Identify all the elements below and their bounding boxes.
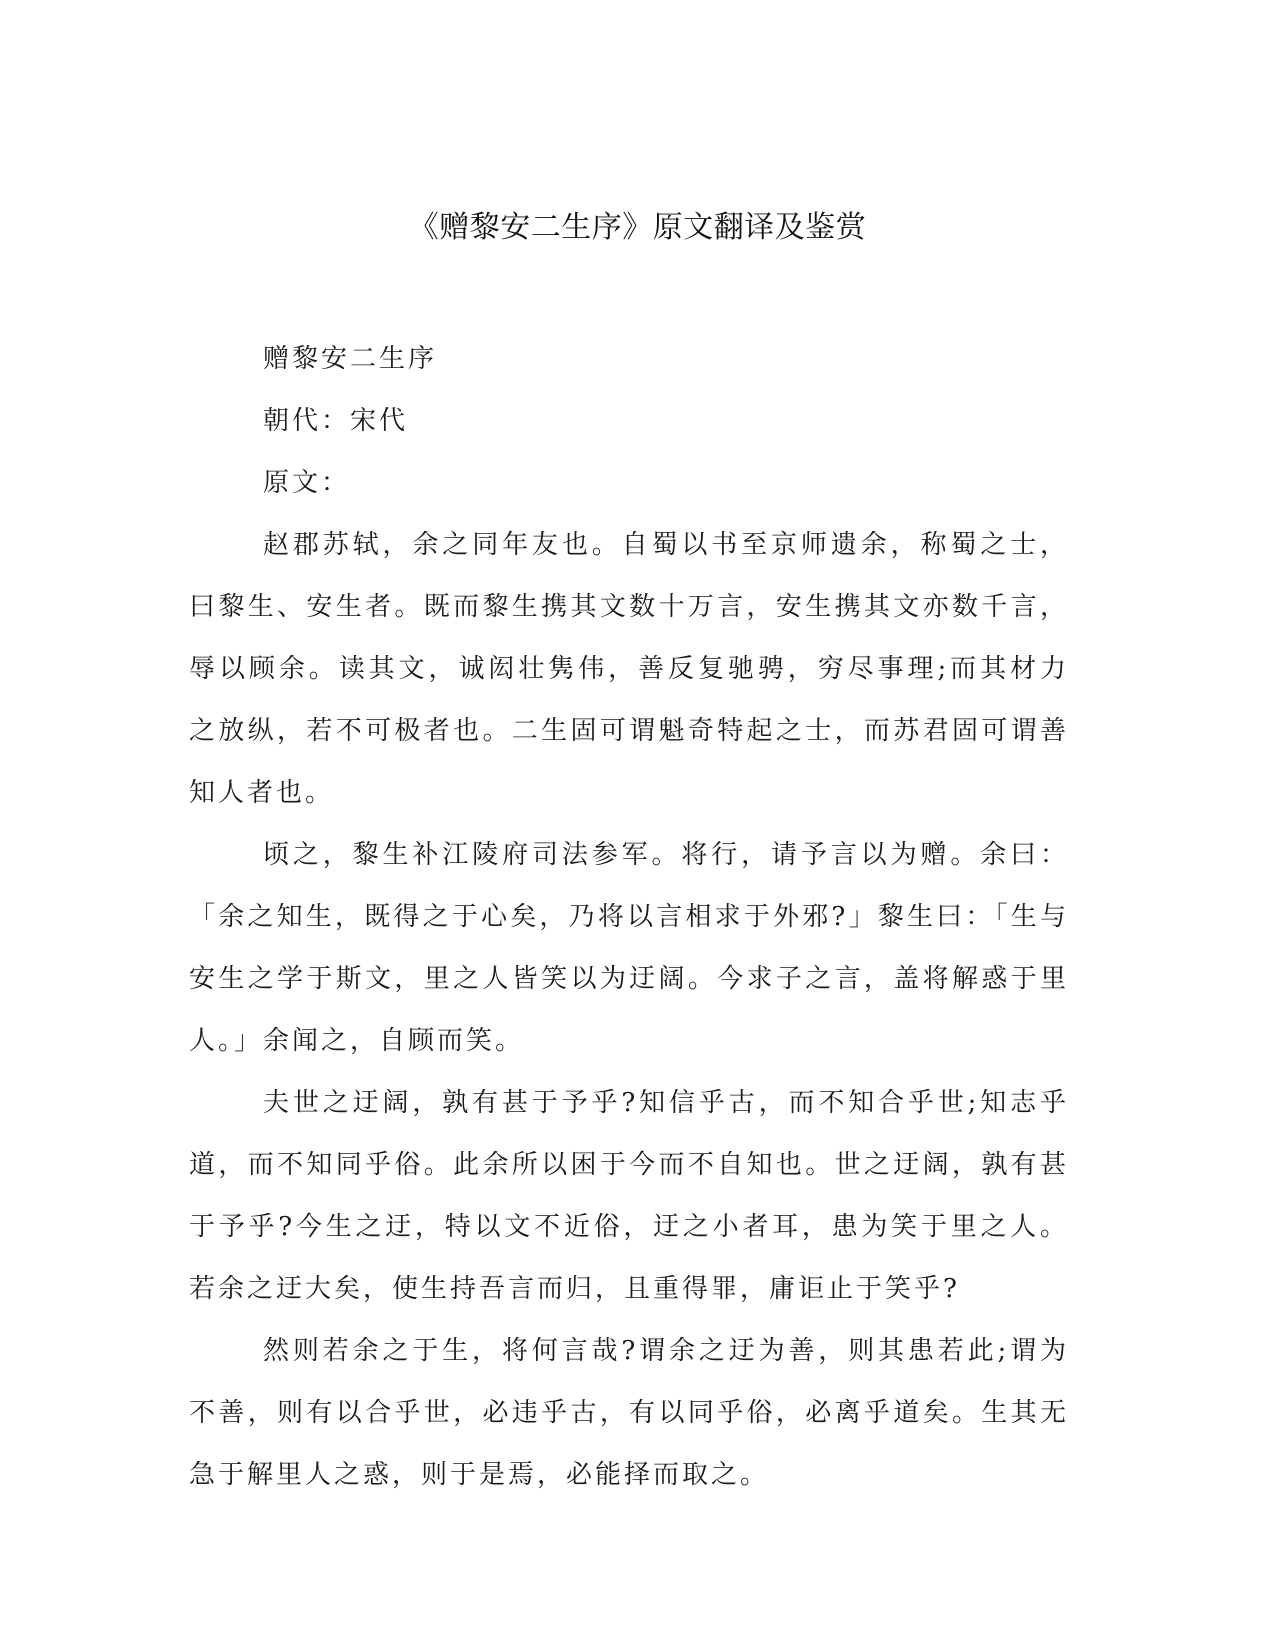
paragraph-3: 夫世之迂阔，孰有甚于予乎?知信乎古，而不知合乎世;知志乎道，而不知同乎俗。此余所以困于今而不自知也。世之迂阔，孰有甚于予乎?今生之迂，特以文不近俗，迂之小者耳，患为笑于里之人。若余之迂大矣，使生持吾言而归，且重得罪，庸讵止于笑乎? <box>189 1088 1069 1304</box>
essay-heading: 赠黎安二生序 <box>263 344 438 374</box>
original-text-label: 原文： <box>263 468 351 498</box>
dynasty-line: 朝代：宋代 <box>263 406 409 436</box>
document-title: 《赠黎安二生序》原文翻译及鉴赏 <box>408 210 867 245</box>
paragraph-4: 然则若余之于生，将何言哉?谓余之迂为善，则其患若此;谓为不善，则有以合乎世，必违乎古，有以同乎俗，必离乎道矣。生其无急于解里人之惑，则于是焉，必能择而取之。 <box>189 1336 1069 1490</box>
paragraph-2: 顷之，黎生补江陵府司法参军。将行，请予言以为赠。余曰：「余之知生，既得之于心矣，乃将以言相求于外邪?」黎生曰：「生与安生之学于斯文，里之人皆笑以为迂阔。今求子之言，盖将解惑于里人。」余闻之，自顾而笑。 <box>189 840 1069 1056</box>
paragraph-1: 赵郡苏轼，余之同年友也。自蜀以书至京师遗余，称蜀之士，曰黎生、安生者。既而黎生携其文数十万言，安生携其文亦数千言，辱以顾余。读其文，诚闳壮隽伟，善反复驰骋，穷尽事理;而其材力之放纵，若不可极者也。二生固可谓魁奇特起之士，而苏君固可谓善知人者也。 <box>189 530 1069 808</box>
document-body <box>189 328 1069 1506</box>
